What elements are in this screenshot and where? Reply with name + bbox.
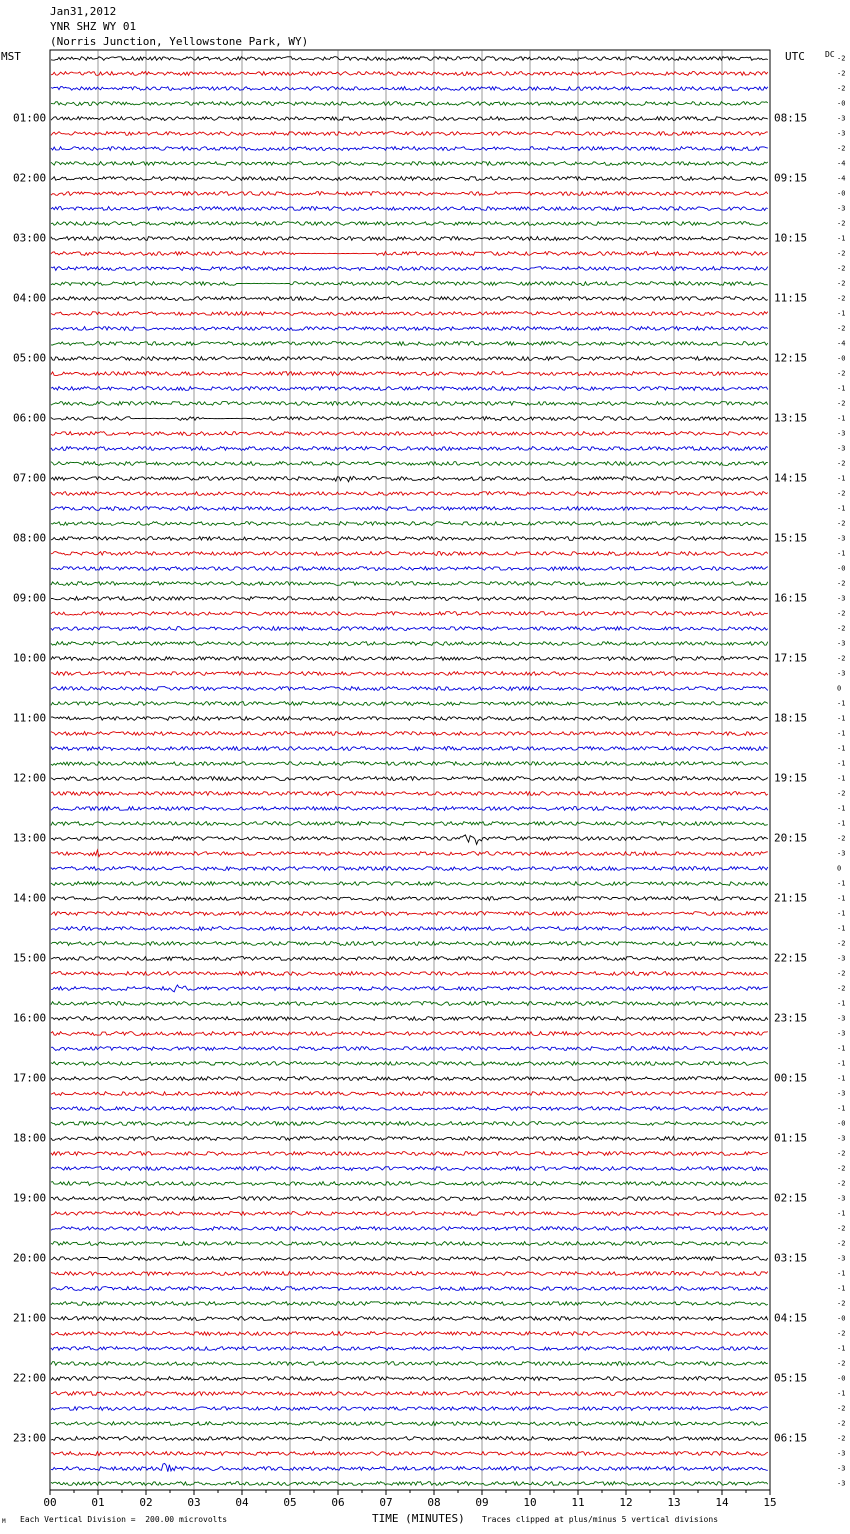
trace-row-34: [51, 567, 768, 571]
trace-row-64: [51, 1017, 768, 1021]
dc-offset-46: -1: [837, 744, 846, 753]
trace-row-6: [51, 147, 768, 151]
dc-offset-71: -0: [837, 1119, 846, 1128]
trace-row-46: [51, 747, 768, 751]
trace-row-7: [51, 162, 768, 166]
right-hour-label-12: 19:15: [774, 771, 808, 785]
dc-offset-80: -3: [837, 1254, 846, 1263]
dc-offset-79: -2: [837, 1239, 846, 1248]
left-timezone-label: MST: [1, 50, 21, 63]
right-hour-label-4: 11:15: [774, 291, 808, 305]
trace-row-38: [51, 627, 768, 631]
dc-offset-36: -3: [837, 594, 846, 603]
dc-offset-9: -0: [837, 189, 846, 198]
plot-date: Jan31,2012: [50, 5, 117, 18]
left-hour-labels: [13, 112, 46, 1445]
trace-row-58: [51, 927, 768, 931]
dc-offset-76: -3: [837, 1194, 846, 1203]
dc-offset-60: -3: [837, 954, 846, 963]
trace-row-20: [51, 357, 768, 361]
dc-offset-35: -2: [837, 579, 846, 588]
dc-offset-73: -2: [837, 1149, 846, 1158]
dc-offset-30: -1: [837, 504, 846, 513]
dc-offset-26: -3: [837, 444, 846, 453]
left-hour-label-21: 21:00: [13, 1311, 47, 1325]
trace-row-1: [51, 72, 768, 76]
dc-offset-68: -1: [837, 1074, 846, 1083]
x-tick-label-13: 13: [667, 1496, 681, 1509]
dc-offset-16: -2: [837, 294, 846, 303]
trace-row-49: [51, 792, 768, 796]
trace-row-56: [51, 897, 768, 901]
dc-offset-10: -3: [837, 204, 846, 213]
trace-row-47: [51, 762, 768, 766]
dc-offset-38: -2: [837, 624, 846, 633]
trace-row-5: [51, 132, 768, 136]
dc-offset-70: -1: [837, 1104, 846, 1113]
dc-offset-3: -0: [837, 99, 846, 108]
trace-row-0: [51, 57, 768, 61]
dc-offset-49: -2: [837, 789, 846, 798]
dc-offset-77: -1: [837, 1209, 846, 1218]
x-tick-label-3: 03: [187, 1496, 201, 1509]
trace-row-42: [51, 687, 768, 691]
corner-mark: M: [2, 1518, 6, 1525]
trace-row-54: [51, 867, 768, 871]
dc-offset-55: -1: [837, 879, 846, 888]
dc-offset-95: -3: [837, 1479, 846, 1488]
trace-row-75: [51, 1182, 768, 1186]
trace-row-60: [51, 957, 768, 961]
dc-offset-6: -2: [837, 144, 846, 153]
trace-row-88: [51, 1377, 768, 1381]
dc-offset-19: -4: [837, 339, 846, 348]
clip-note: Traces clipped at plus/minus 5 vertical divisions: [482, 1515, 719, 1524]
dc-offset-82: -1: [837, 1284, 846, 1293]
trace-row-40: [51, 657, 768, 661]
x-tick-label-2: 02: [139, 1496, 153, 1509]
trace-row-30: [51, 507, 768, 511]
dc-offset-15: -2: [837, 279, 846, 288]
trace-row-23: [51, 402, 768, 406]
dc-offset-93: -3: [837, 1449, 846, 1458]
trace-row-51: [51, 822, 768, 826]
dc-offset-50: -1: [837, 804, 846, 813]
trace-row-74: [51, 1167, 768, 1171]
trace-row-39: [51, 642, 768, 646]
trace-row-9: [51, 192, 768, 196]
trace-rows: [51, 57, 768, 1486]
trace-row-36: [51, 597, 768, 601]
left-hour-label-3: 03:00: [13, 231, 47, 245]
left-hour-label-2: 02:00: [13, 171, 47, 185]
left-hour-label-15: 15:00: [13, 951, 47, 965]
trace-row-59: [51, 942, 768, 946]
x-tick-label-6: 06: [331, 1496, 345, 1509]
dc-offset-37: -2: [837, 609, 846, 618]
trace-row-14: [51, 267, 768, 271]
dc-offset-84: -0: [837, 1314, 846, 1323]
trace-row-94: [51, 1463, 768, 1471]
trace-row-12: [51, 237, 768, 241]
x-tick-label-12: 12: [619, 1496, 633, 1509]
trace-row-41: [51, 672, 768, 676]
dc-offset-57: -1: [837, 909, 846, 918]
trace-row-17: [51, 312, 768, 316]
dc-offset-78: -2: [837, 1224, 846, 1233]
trace-row-25: [51, 432, 768, 436]
trace-row-78: [51, 1227, 768, 1231]
x-tick-label-8: 08: [427, 1496, 441, 1509]
dc-offset-53: -3: [837, 849, 846, 858]
dc-offset-33: -1: [837, 549, 846, 558]
trace-row-33: [51, 552, 768, 556]
trace-row-24: [51, 417, 768, 421]
left-hour-label-4: 04:00: [13, 291, 47, 305]
dc-offset-62: -2: [837, 984, 846, 993]
dc-offset-22: -1: [837, 384, 846, 393]
dc-offset-31: -2: [837, 519, 846, 528]
left-hour-label-22: 22:00: [13, 1371, 47, 1385]
trace-row-69: [51, 1092, 768, 1096]
dc-offset-56: -1: [837, 894, 846, 903]
trace-row-84: [51, 1317, 768, 1321]
trace-row-31: [51, 522, 768, 526]
trace-row-71: [51, 1122, 768, 1126]
dc-offset-28: -1: [837, 474, 846, 483]
right-hour-label-14: 21:15: [774, 891, 808, 905]
right-timezone-label: UTC: [785, 50, 805, 63]
trace-row-82: [51, 1287, 768, 1291]
right-hour-label-8: 15:15: [774, 531, 808, 545]
trace-row-26: [51, 447, 768, 451]
trace-row-15: [51, 282, 768, 286]
dc-offset-43: -1: [837, 699, 846, 708]
x-tick-label-9: 09: [475, 1496, 489, 1509]
trace-row-3: [51, 102, 768, 106]
left-hour-label-17: 17:00: [13, 1071, 47, 1085]
trace-row-29: [51, 492, 768, 496]
dc-offset-88: -0: [837, 1374, 846, 1383]
trace-row-37: [51, 612, 768, 616]
dc-offset-51: -1: [837, 819, 846, 828]
dc-offset-12: -1: [837, 234, 846, 243]
right-hour-label-7: 14:15: [774, 471, 808, 485]
trace-row-32: [51, 537, 768, 541]
station-code: YNR SHZ WY 01: [50, 20, 137, 33]
right-hour-label-18: 01:15: [774, 1131, 808, 1145]
dc-offset-63: -1: [837, 999, 846, 1008]
right-hour-label-21: 04:15: [774, 1311, 808, 1325]
trace-row-86: [51, 1347, 768, 1351]
dc-offset-39: -3: [837, 639, 846, 648]
dc-offset-34: -0: [837, 564, 846, 573]
dc-offset-41: -3: [837, 669, 846, 678]
trace-row-18: [51, 327, 768, 331]
dc-offset-66: -1: [837, 1044, 846, 1053]
dc-offset-7: -4: [837, 159, 846, 168]
station-location: (Norris Junction, Yellowstone Park, WY): [50, 35, 309, 48]
left-hour-label-13: 13:00: [13, 831, 47, 845]
right-hour-label-6: 13:15: [774, 411, 808, 425]
dc-offset-92: -2: [837, 1434, 846, 1443]
right-hour-label-2: 09:15: [774, 171, 808, 185]
dc-offset-11: -2: [837, 219, 846, 228]
dc-offset-25: -3: [837, 429, 846, 438]
dc-offset-40: -2: [837, 654, 846, 663]
left-hour-label-18: 18:00: [13, 1131, 47, 1145]
trace-row-63: [51, 1002, 768, 1006]
dc-offset-89: -1: [837, 1389, 846, 1398]
right-hour-label-9: 16:15: [774, 591, 808, 605]
trace-row-28: [51, 476, 768, 481]
dc-offset-27: -2: [837, 459, 846, 468]
trace-row-72: [51, 1137, 768, 1141]
trace-row-85: [51, 1332, 768, 1336]
trace-row-89: [51, 1392, 768, 1396]
dc-offset-32: -3: [837, 534, 846, 543]
trace-row-67: [51, 1062, 768, 1066]
left-hour-label-20: 20:00: [13, 1251, 47, 1265]
x-tick-label-4: 04: [235, 1496, 249, 1509]
right-hour-label-16: 23:15: [774, 1011, 808, 1025]
dc-offset-69: -3: [837, 1089, 846, 1098]
right-hour-label-13: 20:15: [774, 831, 808, 845]
right-hour-label-3: 10:15: [774, 231, 808, 245]
trace-row-90: [51, 1407, 768, 1411]
dc-offset-48: -1: [837, 774, 846, 783]
vertical-division-note: Each Vertical Division = 200.00 microvolts: [20, 1515, 228, 1524]
trace-row-76: [51, 1197, 768, 1201]
dc-offset-42: 0: [837, 684, 842, 693]
dc-offset-labels: [837, 55, 845, 1488]
trace-row-91: [51, 1422, 768, 1426]
x-tick-label-0: 00: [43, 1496, 57, 1509]
dc-offset-18: -2: [837, 324, 846, 333]
trace-row-66: [51, 1047, 768, 1051]
right-hour-label-20: 03:15: [774, 1251, 808, 1265]
dc-offset-94: -3: [837, 1464, 846, 1473]
dc-offset-81: -1: [837, 1269, 846, 1278]
trace-row-10: [51, 207, 768, 211]
left-hour-label-5: 05:00: [13, 351, 47, 365]
dc-offset-23: -2: [837, 399, 846, 408]
left-hour-label-10: 10:00: [13, 651, 47, 665]
trace-row-8: [51, 177, 768, 181]
dc-offset-4: -3: [837, 114, 846, 123]
dc-offset-5: -3: [837, 129, 846, 138]
dc-offset-61: -2: [837, 969, 846, 978]
trace-row-68: [51, 1077, 768, 1081]
x-tick-label-11: 11: [571, 1496, 585, 1509]
x-tick-label-14: 14: [715, 1496, 729, 1509]
dc-offset-64: -3: [837, 1014, 846, 1023]
dc-offset-87: -2: [837, 1359, 846, 1368]
x-tick-label-10: 10: [523, 1496, 537, 1509]
trace-row-53: [51, 850, 768, 857]
trace-row-73: [51, 1152, 768, 1156]
trace-row-11: [51, 222, 768, 226]
trace-row-62: [51, 985, 768, 992]
x-tick-label-7: 07: [379, 1496, 393, 1509]
trace-row-55: [51, 882, 768, 886]
trace-row-65: [51, 1032, 768, 1036]
trace-row-50: [51, 807, 768, 811]
dc-offset-58: -1: [837, 924, 846, 933]
dc-offset-0: -2: [837, 54, 846, 63]
right-hour-label-15: 22:15: [774, 951, 808, 965]
dc-offset-8: -4: [837, 174, 846, 183]
dc-offset-67: -1: [837, 1059, 846, 1068]
dc-offset-44: -1: [837, 714, 846, 723]
dc-offset-45: -1: [837, 729, 846, 738]
trace-row-61: [51, 972, 768, 976]
x-axis-ticks: [43, 1490, 776, 1509]
dc-offset-91: -2: [837, 1419, 846, 1428]
x-tick-label-5: 05: [283, 1496, 297, 1509]
right-hour-label-23: 06:15: [774, 1431, 808, 1445]
trace-row-19: [51, 342, 768, 346]
dc-offset-86: -1: [837, 1344, 846, 1353]
trace-row-77: [51, 1212, 768, 1216]
left-hour-label-8: 08:00: [13, 531, 47, 545]
trace-row-93: [51, 1452, 768, 1456]
right-hour-label-17: 00:15: [774, 1071, 808, 1085]
dc-offset-85: -2: [837, 1329, 846, 1338]
trace-row-43: [51, 702, 768, 706]
trace-row-81: [51, 1272, 768, 1276]
dc-offset-74: -2: [837, 1164, 846, 1173]
dc-offset-72: -3: [837, 1134, 846, 1143]
dc-offset-21: -2: [837, 369, 846, 378]
dc-offset-83: -2: [837, 1299, 846, 1308]
dc-offset-14: -2: [837, 264, 846, 273]
left-hour-label-1: 01:00: [13, 111, 47, 125]
left-hour-label-12: 12:00: [13, 771, 47, 785]
left-hour-label-7: 07:00: [13, 471, 47, 485]
trace-row-70: [51, 1107, 768, 1111]
right-hour-labels: [774, 112, 807, 1445]
trace-row-79: [51, 1242, 768, 1246]
x-tick-label-1: 01: [91, 1496, 105, 1509]
left-hour-label-11: 11:00: [13, 711, 47, 725]
dc-offset-90: -2: [837, 1404, 846, 1413]
dc-offset-13: -2: [837, 249, 846, 258]
left-hour-label-16: 16:00: [13, 1011, 47, 1025]
left-hour-label-6: 06:00: [13, 411, 47, 425]
dc-offset-1: -2: [837, 69, 846, 78]
trace-row-95: [51, 1482, 768, 1486]
trace-row-27: [51, 462, 768, 466]
trace-row-13: [51, 252, 768, 256]
trace-row-2: [51, 87, 768, 91]
dc-offset-2: -2: [837, 84, 846, 93]
right-hour-label-11: 18:15: [774, 711, 808, 725]
dc-offset-20: -0: [837, 354, 846, 363]
dc-offset-17: -1: [837, 309, 846, 318]
trace-row-44: [51, 717, 768, 721]
trace-row-21: [51, 372, 768, 376]
right-hour-label-5: 12:15: [774, 351, 808, 365]
dc-offset-65: -3: [837, 1029, 846, 1038]
trace-row-87: [51, 1362, 768, 1366]
dc-offset-29: -2: [837, 489, 846, 498]
trace-row-16: [51, 297, 768, 301]
dc-offset-24: -1: [837, 414, 846, 423]
left-hour-label-19: 19:00: [13, 1191, 47, 1205]
dc-offset-75: -2: [837, 1179, 846, 1188]
trace-row-48: [51, 777, 768, 781]
right-hour-label-10: 17:15: [774, 651, 808, 665]
trace-row-92: [51, 1437, 768, 1441]
trace-row-83: [51, 1302, 768, 1306]
dc-offset-59: -2: [837, 939, 846, 948]
trace-row-80: [51, 1257, 768, 1261]
dc-column-label: DC: [825, 50, 835, 59]
dc-offset-54: 0: [837, 864, 842, 873]
left-hour-label-14: 14:00: [13, 891, 47, 905]
left-hour-label-23: 23:00: [13, 1431, 47, 1445]
x-axis-title: TIME (MINUTES): [372, 1512, 465, 1525]
trace-row-4: [51, 117, 768, 121]
dc-offset-52: -2: [837, 834, 846, 843]
right-hour-label-19: 02:15: [774, 1191, 808, 1205]
left-hour-label-9: 09:00: [13, 591, 47, 605]
trace-row-57: [51, 912, 768, 916]
x-tick-label-15: 15: [763, 1496, 777, 1509]
trace-row-52: [51, 835, 768, 845]
right-hour-label-1: 08:15: [774, 111, 808, 125]
trace-row-45: [51, 732, 768, 736]
trace-row-35: [51, 582, 768, 586]
dc-offset-47: -1: [837, 759, 846, 768]
plot-frame: [50, 50, 770, 1490]
right-hour-label-22: 05:15: [774, 1371, 808, 1385]
trace-row-22: [51, 387, 768, 391]
